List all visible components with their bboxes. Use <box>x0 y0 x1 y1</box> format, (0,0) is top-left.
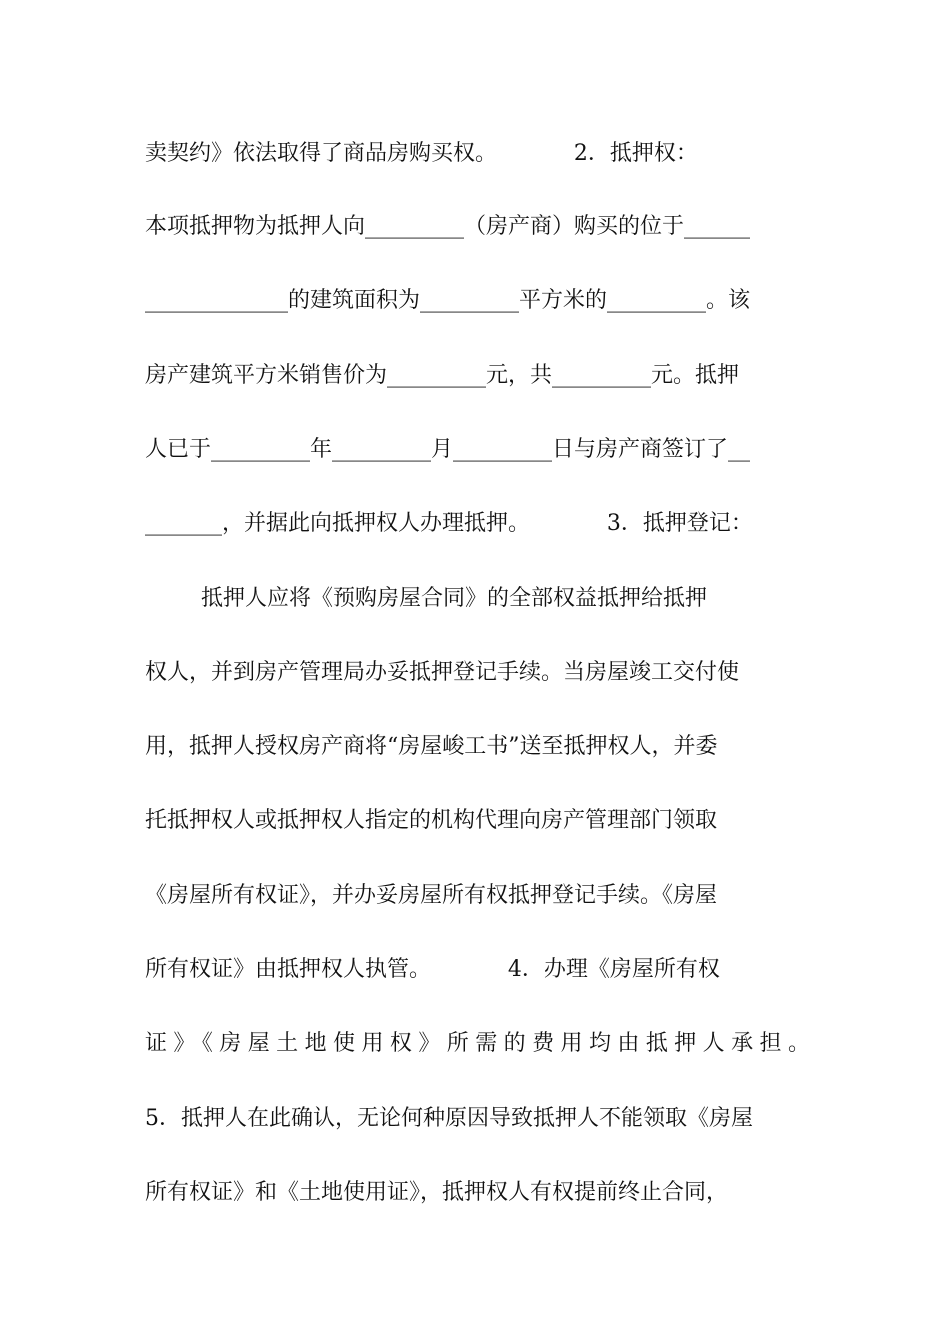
text-line-14: 5．抵押人在此确认，无论何种原因导致抵押人不能领取《房屋 <box>145 1106 753 1131</box>
text-line-13: 证》《房屋土地使用权》所需的费用均由抵押人承担。 <box>145 1031 810 1056</box>
text-line-2: 本项抵押物为抵押人向_________（房产商）购买的位于______ <box>145 214 751 239</box>
text-line-7: 抵押人应将《预购房屋合同》的全部权益抵押给抵押 <box>145 586 707 611</box>
text-line-15: 所有权证》和《土地使用证》，抵押权人有权提前终止合同， <box>145 1180 729 1205</box>
text-line-11: 《房屋所有权证》，并办妥房屋所有权抵押登记手续。《房屋 <box>145 883 718 908</box>
text-line-12: 所有权证》由抵押权人执管。 4．办理《房屋所有权 <box>145 957 720 982</box>
text-line-5: 人已于_________年_________月_________日与房产商签订了__ <box>145 437 751 462</box>
text-line-6: _______，并据此向抵押权人办理抵押。 3．抵押登记： <box>145 511 753 536</box>
text-line-1: 卖契约》依法取得了商品房购买权。 2．抵押权： <box>145 141 698 166</box>
text-line-10: 托抵押权人或抵押权人指定的机构代理向房产管理部门领取 <box>145 808 718 833</box>
text-line-3: _____________的建筑面积为_________平方米的_________。该 <box>145 288 751 313</box>
text-line-9: 用，抵押人授权房产商将“房屋峻工书”送至抵押权人，并委 <box>145 734 718 759</box>
text-line-4: 房产建筑平方米销售价为_________元，共_________元。抵押 <box>145 363 740 388</box>
text-line-8: 权人，并到房产管理局办妥抵押登记手续。当房屋竣工交付使 <box>145 660 740 685</box>
